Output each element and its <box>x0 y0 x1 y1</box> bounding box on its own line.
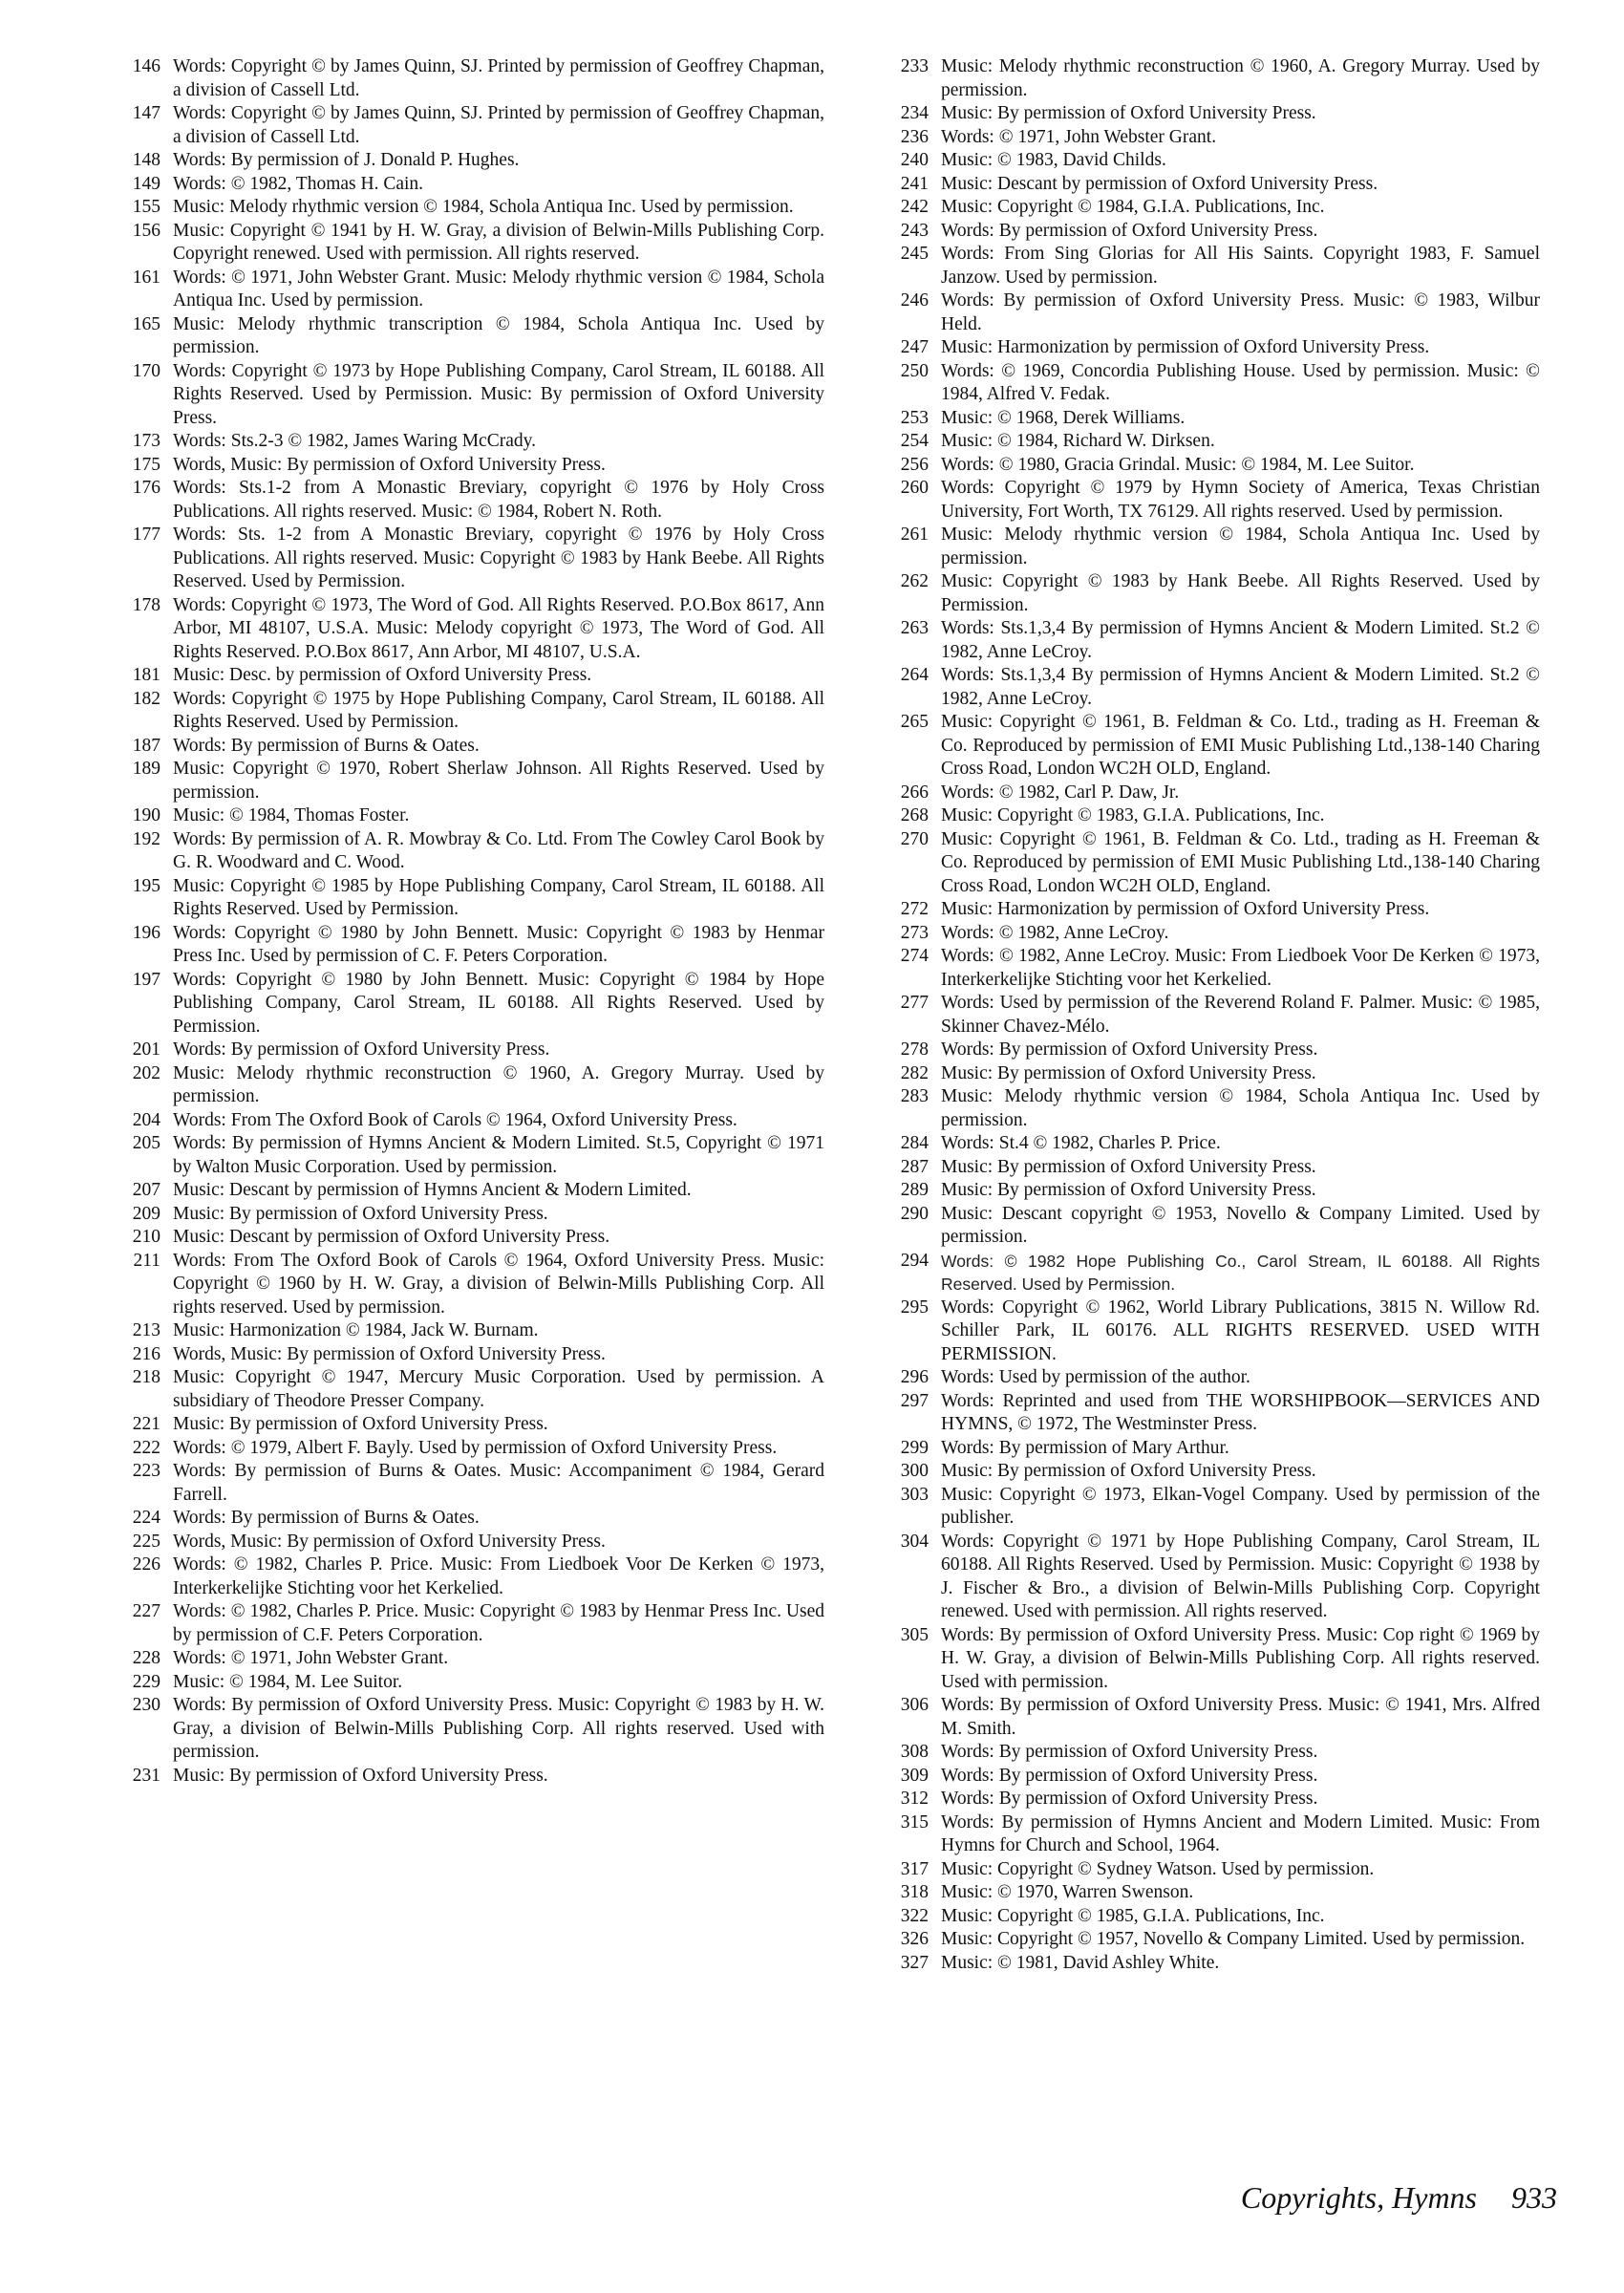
copyright-entry <box>871 711 1540 782</box>
copyright-entry <box>103 1413 824 1437</box>
copyright-entry <box>103 1671 824 1695</box>
copyright-text: Music: Melody rhythmic version © 1984, Schola Antiqua Inc. Used by permission. <box>173 197 794 217</box>
hymn-number: 246 <box>900 290 929 311</box>
hymn-number: 148 <box>132 150 160 170</box>
hymn-number: 273 <box>900 922 929 943</box>
copyright-entry <box>871 992 1540 1039</box>
hymn-number: 294 <box>900 1250 929 1271</box>
hymn-number: 262 <box>900 571 929 591</box>
copyright-text: Words: By permission of Oxford University Press. <box>173 1039 550 1060</box>
copyright-text: Words: By permission of Hymns Ancient and Modern Limited. Music: From Hymns for Church and School, 1964. <box>941 1811 1540 1855</box>
copyright-entry <box>871 1881 1540 1905</box>
footer-section-title: Copyrights, Hymns <box>1240 2180 1477 2215</box>
copyright-text: Words, Music: By permission of Oxford University Press. <box>173 454 606 475</box>
hymn-number: 204 <box>132 1109 160 1130</box>
copyright-text: Words: By permission of Mary Arthur. <box>941 1437 1229 1458</box>
copyright-entry <box>103 594 824 665</box>
copyright-entry <box>103 1343 824 1367</box>
copyright-entry <box>871 1039 1540 1062</box>
copyright-entry <box>103 804 824 828</box>
hymn-number: 284 <box>900 1133 929 1153</box>
copyright-text: Words: © 1982, Anne LeCroy. <box>941 922 1169 943</box>
copyright-text: Music: Melody rhythmic reconstruction © 1960, A. Gregory Murray. Used by permission. <box>173 1062 824 1106</box>
copyright-text: Words: By permission of Oxford University Press. Music: © 1983, Wilbur Held. <box>941 290 1540 334</box>
copyright-text: Words: © 1982, Thomas H. Cain. <box>173 173 424 194</box>
copyright-entry <box>103 102 824 149</box>
right-column <box>871 55 1540 1975</box>
copyright-entry <box>103 1554 824 1600</box>
copyright-entry <box>103 1109 824 1133</box>
copyright-text: Words: © 1980, Gracia Grindal. Music: © 1984, M. Lee Suitor. <box>941 454 1415 475</box>
copyright-entry <box>103 1600 824 1647</box>
copyright-text: Words: Sts.1-2 from A Monastic Breviary, copyright © 1976 by Holy Cross Publications. All rights reserved. Music: © 1984, Robert N. Roth. <box>173 478 824 522</box>
hymn-number: 224 <box>132 1508 160 1528</box>
hymn-number: 156 <box>132 220 160 241</box>
hymn-number: 278 <box>900 1039 929 1060</box>
copyright-text: Words: © 1971, John Webster Grant. <box>941 126 1217 147</box>
copyright-entry <box>871 922 1540 946</box>
copyright-entry <box>103 55 824 102</box>
copyright-entry <box>871 289 1540 336</box>
hymn-number: 231 <box>132 1765 160 1786</box>
copyright-text: Words: By permission of A. R. Mowbray & Co. Ltd. From The Cowley Carol Book by G. R. Woodward and C. Wood. <box>173 828 824 872</box>
hymn-number: 147 <box>132 103 160 123</box>
hymn-number: 196 <box>132 922 160 943</box>
copyright-entry <box>871 1132 1540 1156</box>
copyright-entry <box>871 360 1540 407</box>
copyright-text: Music: Descant by permission of Hymns Ancient & Modern Limited. <box>173 1180 692 1200</box>
copyright-text: Words: From The Oxford Book of Carols © 1964, Oxford University Press. Music: Copyright © 1960 by H. W. Gray, a division of Belwin-Mills Publishing Corp. All rights reserved. Used by permission. <box>173 1250 824 1318</box>
copyright-text: Music: © 1970, Warren Swenson. <box>941 1882 1194 1902</box>
copyright-text: Words: By permission of Oxford University Press. Music: Copyright © 1983 by H. W. Gray, a division of Belwin-Mills Publishing Corp. All rights reserved. Used with permission. <box>173 1695 824 1762</box>
copyright-entry <box>103 196 824 220</box>
copyright-entry <box>103 1039 824 1062</box>
hymn-number: 260 <box>900 478 929 498</box>
copyright-entry <box>871 782 1540 805</box>
hymn-number: 264 <box>900 665 929 685</box>
copyright-text: Words: By permission of Burns & Oates. <box>173 1508 480 1528</box>
copyright-text: Music: © 1984, Richard W. Dirksen. <box>941 431 1215 451</box>
copyright-text: Words: Copyright © by James Quinn, SJ. Printed by permission of Geoffrey Chapman, a division of Cassell Ltd. <box>173 103 824 147</box>
hymn-number: 178 <box>132 594 160 615</box>
hymn-number: 327 <box>900 1952 929 1973</box>
copyright-entry <box>103 969 824 1039</box>
copyright-entry <box>871 126 1540 150</box>
copyright-entry <box>103 1460 824 1507</box>
hymn-number: 287 <box>900 1156 929 1177</box>
copyright-entry <box>103 1226 824 1250</box>
copyright-entry <box>871 1788 1540 1811</box>
hymn-number: 223 <box>132 1461 160 1481</box>
copyright-text: Music: © 1984, M. Lee Suitor. <box>173 1671 403 1692</box>
copyright-entry <box>103 758 824 804</box>
copyright-entry <box>103 477 824 524</box>
copyright-text: Words: By permission of Oxford University Press. <box>941 1765 1318 1786</box>
hymn-number: 299 <box>900 1437 929 1458</box>
copyright-entry <box>871 524 1540 570</box>
hymn-number: 305 <box>900 1624 929 1645</box>
copyright-text: Music: © 1983, David Childs. <box>941 150 1166 170</box>
hymn-number: 254 <box>900 431 929 451</box>
hymn-number: 308 <box>900 1742 929 1762</box>
hymn-number: 155 <box>132 197 160 217</box>
hymn-number: 176 <box>132 478 160 498</box>
copyright-entry <box>871 1366 1540 1390</box>
copyright-entry <box>103 664 824 688</box>
copyright-entry <box>103 149 824 173</box>
hymn-number: 210 <box>132 1227 160 1247</box>
copyright-text: Words: © 1969, Concordia Publishing House. Used by permission. Music: © 1984, Alfred V. Fedak. <box>941 360 1540 404</box>
hymn-number: 225 <box>132 1531 160 1552</box>
copyright-entry <box>871 617 1540 664</box>
copyright-text: Words: By permission of Burns & Oates. Music: Accompaniment © 1984, Gerard Farrell. <box>173 1461 824 1505</box>
hymn-number: 283 <box>900 1086 929 1106</box>
copyright-entry <box>871 1484 1540 1531</box>
copyright-entry <box>871 804 1540 828</box>
copyright-text: Words: Copyright © 1973, The Word of God. All Rights Reserved. P.O.Box 8617, Ann Arbor, MI 48107, U.S.A. Music: Melody copyright © 1973, The Word of God. All Rights Reserved. P.O.Box 8617, Ann Arbor, MI 48107, U.S.A. <box>173 594 824 662</box>
hymn-number: 205 <box>132 1133 160 1153</box>
copyright-text: Music: By permission of Oxford University Press. <box>941 1180 1316 1200</box>
hymn-number: 300 <box>900 1461 929 1481</box>
hymn-number: 243 <box>900 220 929 241</box>
copyright-text: Music: © 1981, David Ashley White. <box>941 1952 1220 1973</box>
hymn-number: 268 <box>900 805 929 825</box>
copyright-text: Music: Copyright © 1961, B. Feldman & Co. Ltd., trading as H. Freeman & Co. Reproduced by permission of EMI Music Publishing Ltd.,138-140 Charing Cross Road, London WC2H OLD, England. <box>941 828 1540 896</box>
copyright-entry <box>871 1460 1540 1484</box>
hymn-number: 189 <box>132 759 160 779</box>
copyright-text: Words: Copyright © 1962, World Library Publications, 3815 N. Willow Rd. Schiller Park, IL 60176. ALL RIGHTS RESERVED. USED WITH PERMISSION. <box>941 1297 1540 1364</box>
copyright-text: Words: By permission of Hymns Ancient & Modern Limited. St.5, Copyright © 1971 by Walton Music Corporation. Used by permission. <box>173 1133 824 1177</box>
hymn-number: 241 <box>900 173 929 194</box>
copyright-entry <box>103 1203 824 1227</box>
hymn-number: 234 <box>900 103 929 123</box>
hymn-number: 312 <box>900 1789 929 1809</box>
copyright-entry <box>871 570 1540 617</box>
hymn-number: 182 <box>132 688 160 709</box>
copyright-text: Music: By permission of Oxford University Press. <box>173 1765 548 1786</box>
hymn-number: 207 <box>132 1180 160 1200</box>
copyright-text: Words: Copyright © 1973 by Hope Publishing Company, Carol Stream, IL 60188. All Rights Reserved. Used by Permission. Music: By permission of Oxford University Press. <box>173 360 824 428</box>
copyright-text: Music: Copyright © 1961, B. Feldman & Co. Ltd., trading as H. Freeman & Co. Reproduced by permission of EMI Music Publishing Ltd.,138-140 Charing Cross Road, London WC2H OLD, England. <box>941 712 1540 779</box>
left-column <box>103 55 824 1788</box>
copyright-text: Words: Reprinted and used from THE WORSHIPBOOK—SERVICES AND HYMNS, © 1972, The Westminster Press. <box>941 1390 1540 1434</box>
hymn-number: 253 <box>900 407 929 428</box>
copyright-text: Words: By permission of Oxford University Press. <box>941 220 1318 241</box>
copyright-entry <box>103 1531 824 1554</box>
copyright-entry <box>103 1366 824 1413</box>
hymn-number: 211 <box>133 1250 160 1271</box>
copyright-text: Words: From The Oxford Book of Carols © 1964, Oxford University Press. <box>173 1109 737 1130</box>
hymn-number: 236 <box>900 126 929 147</box>
copyright-text: Music: Harmonization by permission of Oxford University Press. <box>941 337 1430 357</box>
copyright-entry <box>871 243 1540 289</box>
copyright-text: Words: Copyright © by James Quinn, SJ. Printed by permission of Geoffrey Chapman, a division of Cassell Ltd. <box>173 56 824 100</box>
copyright-entry <box>103 1765 824 1789</box>
hymn-number: 170 <box>132 360 160 381</box>
copyright-text: Music: Harmonization by permission of Oxford University Press. <box>941 899 1430 919</box>
copyright-text: Words: © 1982, Carl P. Daw, Jr. <box>941 782 1180 803</box>
copyright-entry <box>103 1250 824 1320</box>
hymn-number: 274 <box>900 946 929 966</box>
hymn-number: 240 <box>900 150 929 170</box>
hymn-number: 222 <box>132 1437 160 1458</box>
copyright-text: Words: Used by permission of the Reverend Roland F. Palmer. Music: © 1985, Skinner Chavez-Mélo. <box>941 993 1540 1037</box>
hymn-number: 227 <box>132 1601 160 1621</box>
copyright-text: Words: Sts.2-3 © 1982, James Waring McCrady. <box>173 431 536 451</box>
copyright-entry <box>871 1062 1540 1086</box>
copyright-text: Words: Sts.1,3,4 By permission of Hymns Ancient & Modern Limited. St.2 © 1982, Anne LeCroy. <box>941 665 1540 709</box>
copyright-text: Words: © 1971, John Webster Grant. Music: Melody rhythmic version © 1984, Schola Antiqua Inc. Used by permission. <box>173 267 824 311</box>
copyright-text: Words: Copyright © 1979 by Hymn Society of America, Texas Christian University, Fort Worth, TX 76129. All rights reserved. Used by permission. <box>941 478 1540 522</box>
copyright-text: Music: © 1984, Thomas Foster. <box>173 805 410 825</box>
copyright-text: Music: Copyright © 1957, Novello & Company Limited. Used by permission. <box>941 1929 1526 1949</box>
copyright-text: Music: © 1968, Derek Williams. <box>941 407 1186 428</box>
copyright-text: Words, Music: By permission of Oxford University Press. <box>173 1531 606 1552</box>
hymn-number: 242 <box>900 197 929 217</box>
copyright-text: Words: By permission of J. Donald P. Hughes. <box>173 150 520 170</box>
hymn-number: 303 <box>900 1484 929 1505</box>
hymn-number: 216 <box>132 1343 160 1364</box>
hymn-number: 228 <box>132 1648 160 1668</box>
hymn-number: 315 <box>900 1811 929 1832</box>
hymn-number: 233 <box>900 56 929 76</box>
copyright-text: Words: By permission of Oxford University Press. Music: Cop right © 1969 by H. W. Gray, a division of Belwin-Mills Publishing Corp. All rights reserved. Used with permission. <box>941 1624 1540 1692</box>
hymn-number: 175 <box>132 454 160 475</box>
hymn-number: 270 <box>900 828 929 849</box>
copyright-text: Words: Copyright © 1975 by Hope Publishing Company, Carol Stream, IL 60188. All Rights Reserved. Used by Permission. <box>173 688 824 732</box>
copyright-text: Music: By permission of Oxford University Press. <box>173 1203 548 1224</box>
copyright-text: Music: Melody rhythmic reconstruction © 1960, A. Gregory Murray. Used by permission. <box>941 56 1540 100</box>
copyright-text: Words: By permission of Oxford University Press. <box>941 1742 1318 1762</box>
copyright-text: Music: Copyright © 1983 by Hank Beebe. All Rights Reserved. Used by Permission. <box>941 571 1540 615</box>
copyright-entry <box>871 1694 1540 1741</box>
copyright-entry <box>103 360 824 431</box>
copyright-entry <box>103 828 824 875</box>
copyright-text: Music: Melody rhythmic transcription © 1984, Schola Antiqua Inc. Used by permission. <box>173 313 824 357</box>
hymn-number: 265 <box>900 712 929 732</box>
hymn-number: 309 <box>900 1765 929 1786</box>
hymn-number: 226 <box>132 1554 160 1575</box>
hymn-number: 295 <box>900 1297 929 1318</box>
copyright-text: Music: By permission of Oxford University Press. <box>941 1461 1316 1481</box>
copyright-entry <box>871 945 1540 992</box>
copyright-text: Music: Desc. by permission of Oxford University Press. <box>173 665 592 685</box>
hymn-number: 149 <box>132 173 160 194</box>
copyright-text: Words: By permission of Burns & Oates. <box>173 735 480 756</box>
hymn-number: 245 <box>900 244 929 264</box>
hymn-number: 190 <box>132 805 160 825</box>
copyright-entry <box>871 220 1540 244</box>
copyright-entry <box>871 1531 1540 1624</box>
copyright-text: Words: © 1982, Anne LeCroy. Music: From Liedboek Voor De Kerken © 1973, Interkerkelijke Stichting voor het Kerkelied. <box>941 946 1540 990</box>
copyright-text: Music: By permission of Oxford University Press. <box>941 1062 1316 1083</box>
copyright-entry <box>871 1811 1540 1858</box>
copyright-entry <box>871 828 1540 899</box>
copyright-text: Words: Used by permission of the author. <box>941 1367 1250 1387</box>
copyright-entry <box>103 220 824 267</box>
copyright-text: Music: Melody rhythmic version © 1984, Schola Antiqua Inc. Used by permission. <box>941 1086 1540 1130</box>
hymn-number: 322 <box>900 1905 929 1926</box>
copyright-entry <box>871 430 1540 454</box>
hymn-number: 272 <box>900 899 929 919</box>
hymn-number: 201 <box>132 1039 160 1060</box>
hymn-number: 209 <box>132 1203 160 1224</box>
copyright-entry <box>103 430 824 454</box>
hymn-number: 318 <box>900 1882 929 1902</box>
copyright-text: Words: © 1982, Charles P. Price. Music: Copyright © 1983 by Henmar Press Inc. Used by permission of C.F. Peters Corporation. <box>173 1601 824 1645</box>
hymn-number: 213 <box>132 1320 160 1340</box>
hymn-number: 304 <box>900 1531 929 1552</box>
hymn-number: 177 <box>132 525 160 545</box>
hymn-number: 317 <box>900 1858 929 1879</box>
copyright-text: Words: By permission of Oxford University Press. <box>941 1789 1318 1809</box>
hymn-number: 218 <box>132 1367 160 1387</box>
copyright-entry <box>103 267 824 313</box>
copyright-entry <box>103 1647 824 1671</box>
copyright-text: Music: Harmonization © 1984, Jack W. Burnam. <box>173 1320 539 1340</box>
hymn-number: 173 <box>132 431 160 451</box>
copyright-entry <box>871 1952 1540 1976</box>
hymn-number: 263 <box>900 618 929 638</box>
copyright-text: Music: Descant copyright © 1953, Novello & Company Limited. Used by permission. <box>941 1203 1540 1247</box>
copyright-entry <box>103 173 824 197</box>
copyright-entry <box>871 1156 1540 1180</box>
copyright-text: Words: © 1982, Charles P. Price. Music: From Liedboek Voor De Kerken © 1973, Interkerkelijke Stichting voor het Kerkelied. <box>173 1554 824 1598</box>
copyright-text: Words: By permission of Oxford University Press. <box>941 1039 1318 1060</box>
copyright-text: Music: Copyright © 1941 by H. W. Gray, a division of Belwin-Mills Publishing Corp. Copyright renewed. Used with permission. All rights reserved. <box>173 220 824 264</box>
copyright-text: Words: By permission of Oxford University Press. Music: © 1941, Mrs. Alfred M. Smith. <box>941 1695 1540 1739</box>
copyright-entry <box>871 664 1540 711</box>
page-number: 933 <box>1511 2180 1557 2215</box>
copyright-entry <box>871 1085 1540 1132</box>
copyright-entry <box>103 524 824 594</box>
hymn-number: 256 <box>900 454 929 475</box>
hymn-number: 266 <box>900 782 929 803</box>
copyright-text: Words: St.4 © 1982, Charles P. Price. <box>941 1133 1221 1153</box>
copyright-entry <box>103 1507 824 1531</box>
copyright-text: Words: Sts.1,3,4 By permission of Hymns Ancient & Modern Limited. St.2 © 1982, Anne LeCroy. <box>941 618 1540 662</box>
copyright-text: Music: Copyright © Sydney Watson. Used by permission. <box>941 1858 1375 1879</box>
copyright-entry <box>871 173 1540 197</box>
copyright-entry <box>103 1132 824 1179</box>
hymn-number: 247 <box>900 337 929 357</box>
hymn-number: 250 <box>900 360 929 381</box>
copyright-text: Music: Descant by permission of Oxford University Press. <box>173 1227 610 1247</box>
copyright-entry <box>103 1062 824 1109</box>
hymn-number: 146 <box>132 56 160 76</box>
copyright-entry <box>103 1319 824 1343</box>
hymn-number: 165 <box>132 313 160 334</box>
copyright-entry <box>871 336 1540 360</box>
copyright-entry <box>871 477 1540 524</box>
copyright-text: Music: By permission of Oxford University Press. <box>173 1414 548 1434</box>
copyright-entry <box>103 688 824 735</box>
copyright-entry <box>871 1297 1540 1367</box>
copyright-entry <box>871 1741 1540 1765</box>
copyright-text: Words: From Sing Glorias for All His Saints. Copyright 1983, F. Samuel Janzow. Used by permission. <box>941 244 1540 288</box>
copyright-text: Words: © 1979, Albert F. Bayly. Used by permission of Oxford University Press. <box>173 1437 778 1458</box>
copyright-entry <box>871 898 1540 922</box>
page-footer <box>1241 2180 1557 2216</box>
hymn-number: 187 <box>132 735 160 756</box>
hymn-number: 181 <box>132 665 160 685</box>
copyright-entry <box>103 922 824 969</box>
copyright-entry <box>103 1437 824 1461</box>
copyright-entry <box>103 735 824 759</box>
copyright-entry <box>871 196 1540 220</box>
copyright-text: Words, Music: By permission of Oxford University Press. <box>173 1343 606 1364</box>
copyright-text: Music: By permission of Oxford University Press. <box>941 103 1316 123</box>
hymn-number: 306 <box>900 1695 929 1715</box>
hymn-number: 197 <box>132 969 160 990</box>
hymn-number: 296 <box>900 1367 929 1387</box>
hymn-number: 221 <box>132 1414 160 1434</box>
copyright-entry <box>103 454 824 478</box>
copyright-entry <box>871 55 1540 102</box>
copyright-text: Words: © 1971, John Webster Grant. <box>173 1648 449 1668</box>
copyright-entry <box>103 313 824 360</box>
hymn-number: 289 <box>900 1180 929 1200</box>
copyright-entry <box>103 1179 824 1203</box>
copyright-text: Music: Copyright © 1985, G.I.A. Publications, Inc. <box>941 1905 1325 1926</box>
hymn-number: 277 <box>900 993 929 1013</box>
hymn-number: 261 <box>900 525 929 545</box>
copyright-text: Words: Copyright © 1980 by John Bennett. Music: Copyright © 1984 by Hope Publishing Company, Carol Stream, IL 60188. All Rights Reserved. Used by Permission. <box>173 969 824 1037</box>
copyright-text: Music: Copyright © 1983, G.I.A. Publications, Inc. <box>941 805 1325 825</box>
copyright-text: Words: Copyright © 1980 by John Bennett. Music: Copyright © 1983 by Henmar Press Inc. Used by permission of C. F. Peters Corporation. <box>173 922 824 966</box>
copyright-entry <box>871 1390 1540 1437</box>
hymn-number: 192 <box>132 828 160 849</box>
hymn-number: 326 <box>900 1929 929 1949</box>
copyright-text: Music: Melody rhythmic version © 1984, Schola Antiqua Inc. Used by permission. <box>941 525 1540 568</box>
copyright-entry <box>871 102 1540 126</box>
copyright-text: Music: By permission of Oxford University Press. <box>941 1156 1316 1177</box>
copyright-entry <box>103 875 824 922</box>
copyright-text: Music: Copyright © 1970, Robert Sherlaw Johnson. All Rights Reserved. Used by permission. <box>173 759 824 803</box>
copyright-text: Music: Copyright © 1973, Elkan-Vogel Company. Used by permission of the publisher. <box>941 1484 1540 1528</box>
hymn-number: 229 <box>132 1671 160 1692</box>
hymn-number: 297 <box>900 1390 929 1411</box>
copyright-entry <box>871 1905 1540 1929</box>
copyright-text: Words: © 1982 Hope Publishing Co., Carol Stream, IL 60188. All Rights Reserved. Used by Permission. <box>941 1251 1540 1294</box>
copyright-text: Words: Copyright © 1971 by Hope Publishing Company, Carol Stream, IL 60188. All Rights Reserved. Used by Permission. Music: Copyright © 1938 by J. Fischer & Bro., a division of Belwin-Mills Publishing Corp. Copyright renewed. Used with permission. All rights reserved. <box>941 1531 1540 1621</box>
copyright-entry <box>871 1203 1540 1250</box>
copyright-entry <box>871 1765 1540 1789</box>
copyright-entry <box>871 407 1540 431</box>
copyright-text: Music: Copyright © 1984, G.I.A. Publications, Inc. <box>941 197 1325 217</box>
copyright-entry <box>871 149 1540 173</box>
copyright-text: Music: Copyright © 1985 by Hope Publishing Company, Carol Stream, IL 60188. All Rights Reserved. Used by Permission. <box>173 875 824 919</box>
copyright-entry <box>871 454 1540 478</box>
copyright-entry <box>871 1437 1540 1461</box>
copyright-text: Music: Copyright © 1947, Mercury Music Corporation. Used by permission. A subsidiary of Theodore Presser Company. <box>173 1367 824 1411</box>
hymn-number: 161 <box>132 267 160 288</box>
hymn-number: 282 <box>900 1062 929 1083</box>
copyright-text: Music: Descant by permission of Oxford University Press. <box>941 173 1378 194</box>
copyright-entry <box>871 1858 1540 1882</box>
hymn-number: 195 <box>132 875 160 896</box>
copyright-text: Words: Sts. 1-2 from A Monastic Breviary, copyright © 1976 by Holy Cross Publications. All rights reserved. Music: Copyright © 1983 by Hank Beebe. All Rights Reserved. Used by Permission. <box>173 525 824 591</box>
copyright-entry <box>871 1250 1540 1297</box>
hymn-number: 290 <box>900 1203 929 1224</box>
hymn-number: 202 <box>132 1062 160 1083</box>
copyright-entry <box>103 1694 824 1765</box>
copyright-entry <box>871 1928 1540 1952</box>
hymn-number: 230 <box>132 1695 160 1715</box>
copyright-entry <box>871 1624 1540 1695</box>
copyright-entry <box>871 1179 1540 1203</box>
